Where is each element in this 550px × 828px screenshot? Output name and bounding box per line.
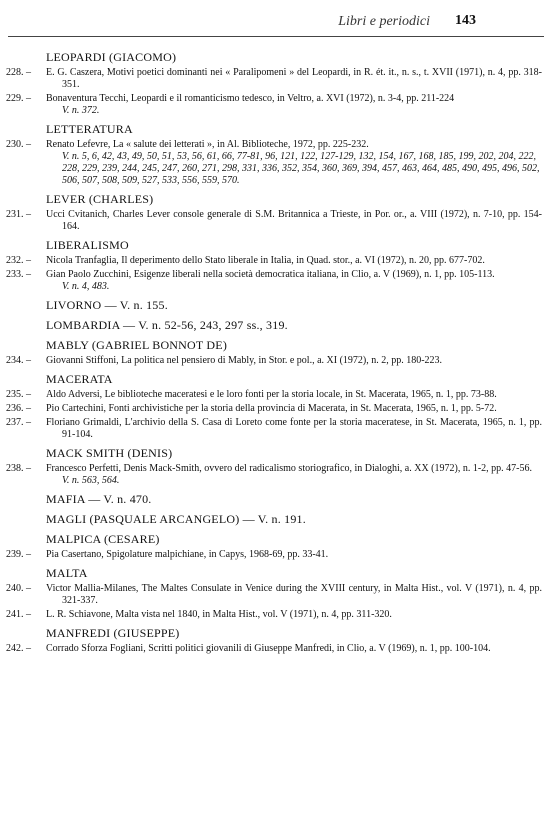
entry-number: 236. –: [6, 403, 31, 414]
bibliography-entry: [0, 139, 550, 187]
bibliography-entry: [0, 255, 550, 267]
section-heading: MALPICA (CESARE): [46, 532, 160, 546]
bibliography-entry: [0, 67, 550, 91]
entry-citation: Nicola Tranfaglia, Il deperimento dello Stato liberale in Italia, in Quad. stor., a. VI (1972), n. 20, pp. 677-702.: [46, 255, 485, 266]
bibliography-entry: [0, 643, 550, 655]
section-heading: LOMBARDIA — V. n. 52-56, 243, 297 ss., 319.: [46, 318, 288, 332]
section-heading: MACERATA: [46, 372, 113, 386]
entry-citation: Bonaventura Tecchi, Leopardi e il romanticismo tedesco, in Veltro, a. XVI (1972), n. 3-4, pp. 211-224: [46, 93, 455, 104]
entry-number: 229. –: [6, 93, 31, 104]
entry-citation: Corrado Sforza Fogliani, Scritti politici giovanili di Giuseppe Manfredi, in Clio, a. V (1969), n. 1, pp. 100-104.: [46, 643, 491, 654]
bibliography-entry: [0, 93, 550, 117]
entry-number: 241. –: [6, 609, 31, 620]
section-heading: LEOPARDI (GIACOMO): [46, 50, 177, 64]
entry-citation: Renato Lefevre, La « salute dei letterati », in Al. Biblioteche, 1972, pp. 225-232.: [46, 139, 369, 150]
entry-citation: Gian Paolo Zucchini, Esigenze liberali nella società democratica italiana, in Clio, a. V (1969), n. 1, pp. 105-113.: [46, 269, 495, 280]
entry-number: 237. –: [6, 417, 31, 428]
bibliography-entry: [0, 403, 550, 415]
section-heading: MAFIA — V. n. 470.: [46, 492, 152, 506]
header-rule: [8, 36, 544, 37]
entry-number: 235. –: [6, 389, 31, 400]
bibliography-entry: [0, 463, 550, 487]
entry-number: 231. –: [6, 209, 31, 220]
entry-number: 240. –: [6, 583, 31, 594]
bibliography-entry: [0, 269, 550, 293]
section-heading: MANFREDI (GIUSEPPE): [46, 626, 180, 640]
section-heading: MAGLI (PASQUALE ARCANGELO) — V. n. 191.: [46, 512, 306, 526]
bibliography-entry: [0, 209, 550, 233]
section-heading: MACK SMITH (DENIS): [46, 446, 173, 460]
entry-citation: Aldo Adversi, Le biblioteche maceratesi e le loro fonti per la storia locale, in St. Macerata, 1965, n. 1, pp. 73-88.: [46, 389, 497, 400]
bibliography-entry: [0, 549, 550, 561]
entry-citation: Giovanni Stiffoni, La politica nel pensiero di Mably, in Stor. e pol., a. XI (1972), n. 2, pp. 180-223.: [46, 355, 443, 366]
entry-number: 230. –: [6, 139, 31, 150]
running-title: Libri e periodici: [338, 14, 430, 29]
entry-number: 233. –: [6, 269, 31, 280]
entry-citation: L. R. Schiavone, Malta vista nel 1840, in Malta Hist., vol. V (1971), n. 4, pp. 311-320.: [46, 609, 392, 620]
bibliography-entry: [0, 583, 550, 607]
bibliography-content: [0, 50, 550, 657]
entry-citation: Pio Cartechini, Fonti archivistiche per la storia della provincia di Macerata, in St. Macerata, 1965, n. 1, pp. 5-72.: [46, 403, 497, 414]
entry-number: 238. –: [6, 463, 31, 474]
cross-reference: V. n. 4, 483.: [62, 281, 110, 292]
entry-citation: Floriano Grimaldi, L'archivio della S. Casa di Loreto come fonte per la storia maceratese, in St. Macerata, 1965, n. 1, pp. 91-104.: [46, 417, 542, 440]
bibliography-entry: [0, 355, 550, 367]
entry-citation: E. G. Caszera, Motivi poetici dominanti nei « Paralipomeni » del Leopardi, in R. ét. it., n. s., t. XVII (1971), n. 4, pp. 318-351.: [46, 67, 542, 90]
section-heading: LETTERATURA: [46, 122, 133, 136]
entry-citation: Victor Mallia-Milanes, The Maltes Consulate in Venice during the XVIII century, in Malta Hist., vol. V (1971), n. 4, pp. 321-337.: [46, 583, 542, 606]
bibliography-entry: [0, 609, 550, 621]
entry-citation: Pia Casertano, Spigolature malpichiane, in Capys, 1968-69, pp. 33-41.: [46, 549, 329, 560]
entry-citation: Francesco Perfetti, Denis Mack-Smith, ovvero del radicalismo storiografico, in Dialoghi, a. XX (1972), n. 1-2, pp. 47-56.: [46, 463, 533, 474]
bibliography-entry: [0, 389, 550, 401]
entry-number: 239. –: [6, 549, 31, 560]
entry-number: 234. –: [6, 355, 31, 366]
cross-reference: V. n. 5, 6, 42, 43, 49, 50, 51, 53, 56, 61, 66, 77-81, 96, 121, 122, 127-129, 132, 154, 167, 168, 185, 199, 202, 204, 222, 228, 229, 239, 244, 245, 247, 260, 271, 298, 331, 336, 352, 354, 360, 369, 394, 457, 463, 464, 485, 490, 495, 496, 502, 506, 507, 508, 509, 527, 533, 556, 559, 570.: [62, 151, 540, 186]
cross-reference: V. n. 563, 564.: [62, 475, 120, 486]
cross-reference: V. n. 372.: [62, 105, 100, 116]
entry-number: 242. –: [6, 643, 31, 654]
section-heading: MALTA: [46, 566, 88, 580]
page-number: 143: [455, 13, 476, 28]
section-heading: LEVER (CHARLES): [46, 192, 154, 206]
entry-number: 232. –: [6, 255, 31, 266]
section-heading: LIBERALISMO: [46, 238, 129, 252]
entry-citation: Ucci Cvitanich, Charles Lever console generale di S.M. Britannica a Trieste, in Por. or., a. VIII (1972), n. 7-10, pp. 154-164.: [46, 209, 542, 232]
section-heading: MABLY (GABRIEL BONNOT DE): [46, 338, 228, 352]
entry-number: 228. –: [6, 67, 31, 78]
page-header: [0, 10, 550, 30]
section-heading: LIVORNO — V. n. 155.: [46, 298, 168, 312]
bibliography-entry: [0, 417, 550, 441]
